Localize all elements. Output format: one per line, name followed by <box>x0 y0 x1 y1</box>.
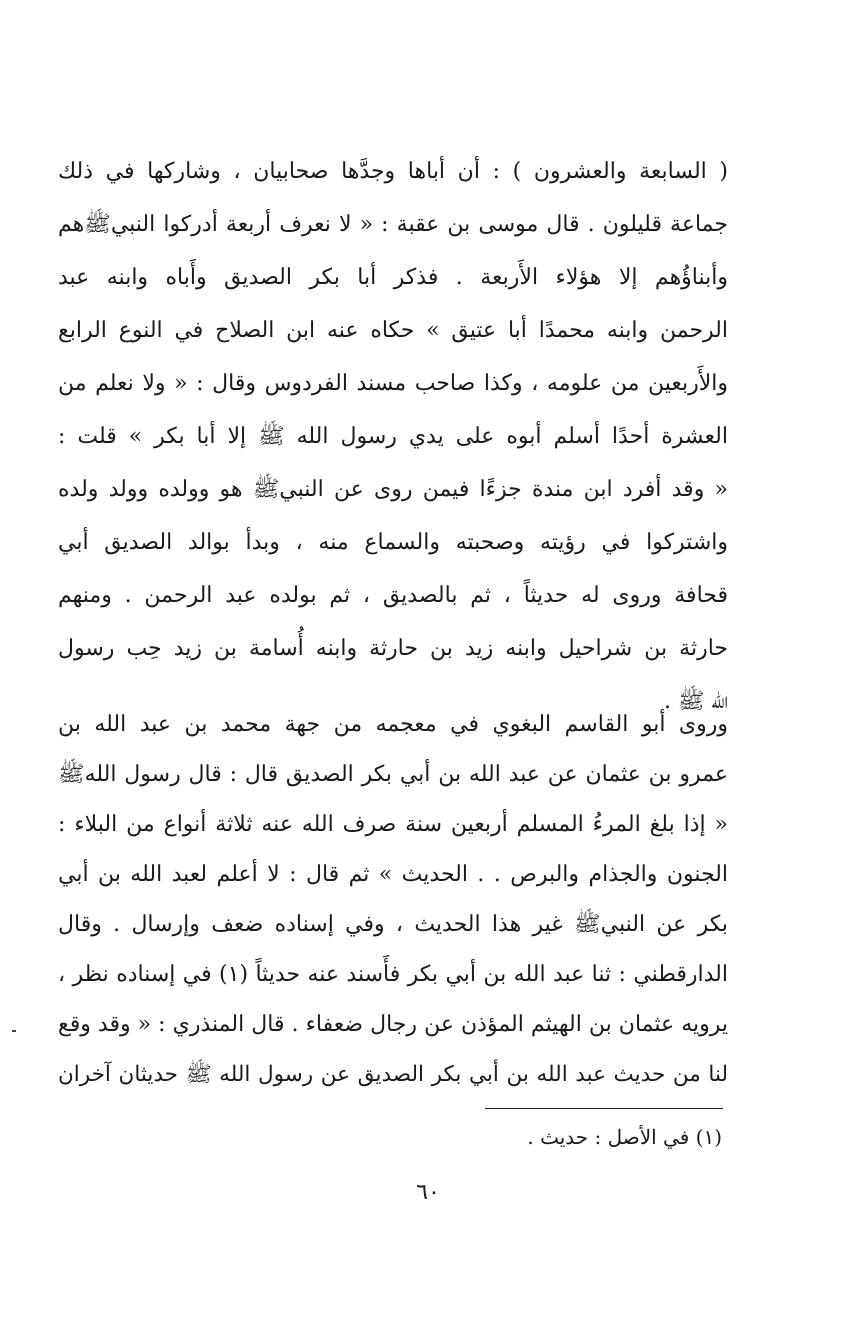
text-line: واشتركوا في رؤيته وصحبته والسماع منه ، وبدأ بوالد الصديق أبي <box>58 530 728 555</box>
text-line: الجنون والجذام والبرص . . الحديث » ثم قال : لا أعلم لعبد الله بن أبي <box>58 862 728 887</box>
paragraph-1 <box>58 145 728 728</box>
text-line: « وقد أفرد ابن مندة جزءًا فيمن روى عن النبيﷺ هو وولده وولد ولده <box>58 477 728 502</box>
text-line: لنا من حديث عبد الله بن أبي بكر الصديق عن رسول الله ﷺ حديثان آخران <box>58 1062 728 1087</box>
text-line: قحافة وروى له حديثاً ، ثم بالصديق ، ثم بولده عبد الرحمن . ومنهم <box>58 583 728 608</box>
page-number: ٦٠ <box>416 1180 440 1205</box>
text-line: عمرو بن عثمان عن عبد الله بن أبي بكر الصديق قال : قال رسول اللهﷺ <box>58 762 728 787</box>
text-line: بكر عن النبيﷺ غير هذا الحديث ، وفي إسناده ضعف وإرسال . وقال <box>58 912 728 937</box>
text-line: وروى أبو القاسم البغوي في معجمه من جهة محمد بن عبد الله بن <box>58 712 728 737</box>
text-line: والأَربعين من علومه ، وكذا صاحب مسند الفردوس وقال : « ولا نعلم من <box>58 371 728 396</box>
text-line: الرحمن وابنه محمدًا أبا عتيق » حكاه عنه ابن الصلاح في النوع الرابع <box>58 318 728 343</box>
text-line: وأبناؤُهم إلا هؤلاء الأَربعة . فذكر أبا بكر الصديق وأَباه وابنه عبد <box>58 265 728 290</box>
paragraph-2 <box>58 700 728 1100</box>
scan-speck <box>12 1030 16 1032</box>
text-line: يرويه عثمان بن الهيثم المؤذن عن رجال ضعفاء . قال المنذري : « وقد وقع <box>58 1012 728 1037</box>
text-line: ( السابعة والعشرون ) : أن أباها وجدَّها صحابيان ، وشاركها في ذلك <box>58 159 728 184</box>
text-line: الله ﷺ . <box>664 689 728 714</box>
text-line: الدارقطني : ثنا عبد الله بن أبي بكر فأَسند عنه حديثاً (١) في إسناده نظر ، <box>58 962 728 987</box>
text-line: جماعة قليلون . قال موسى بن عقبة : « لا نعرف أربعة أدركوا النبيﷺهم <box>58 212 728 237</box>
footnote: (١) في الأصل : حديث . <box>527 1125 722 1149</box>
footnote-divider <box>485 1108 723 1109</box>
text-line: « إذا بلغ المرءُ المسلم أربعين سنة صرف الله عنه ثلاثة أنواع من البلاء : <box>58 812 728 837</box>
text-line: حارثة بن شراحيل وابنه زيد بن حارثة وابنه أُسامة بن زيد حِب رسول <box>58 636 728 661</box>
text-line: العشرة أحدًا أسلم أبوه على يدي رسول الله ﷺ إلا أبا بكر » قلت : <box>58 424 728 449</box>
